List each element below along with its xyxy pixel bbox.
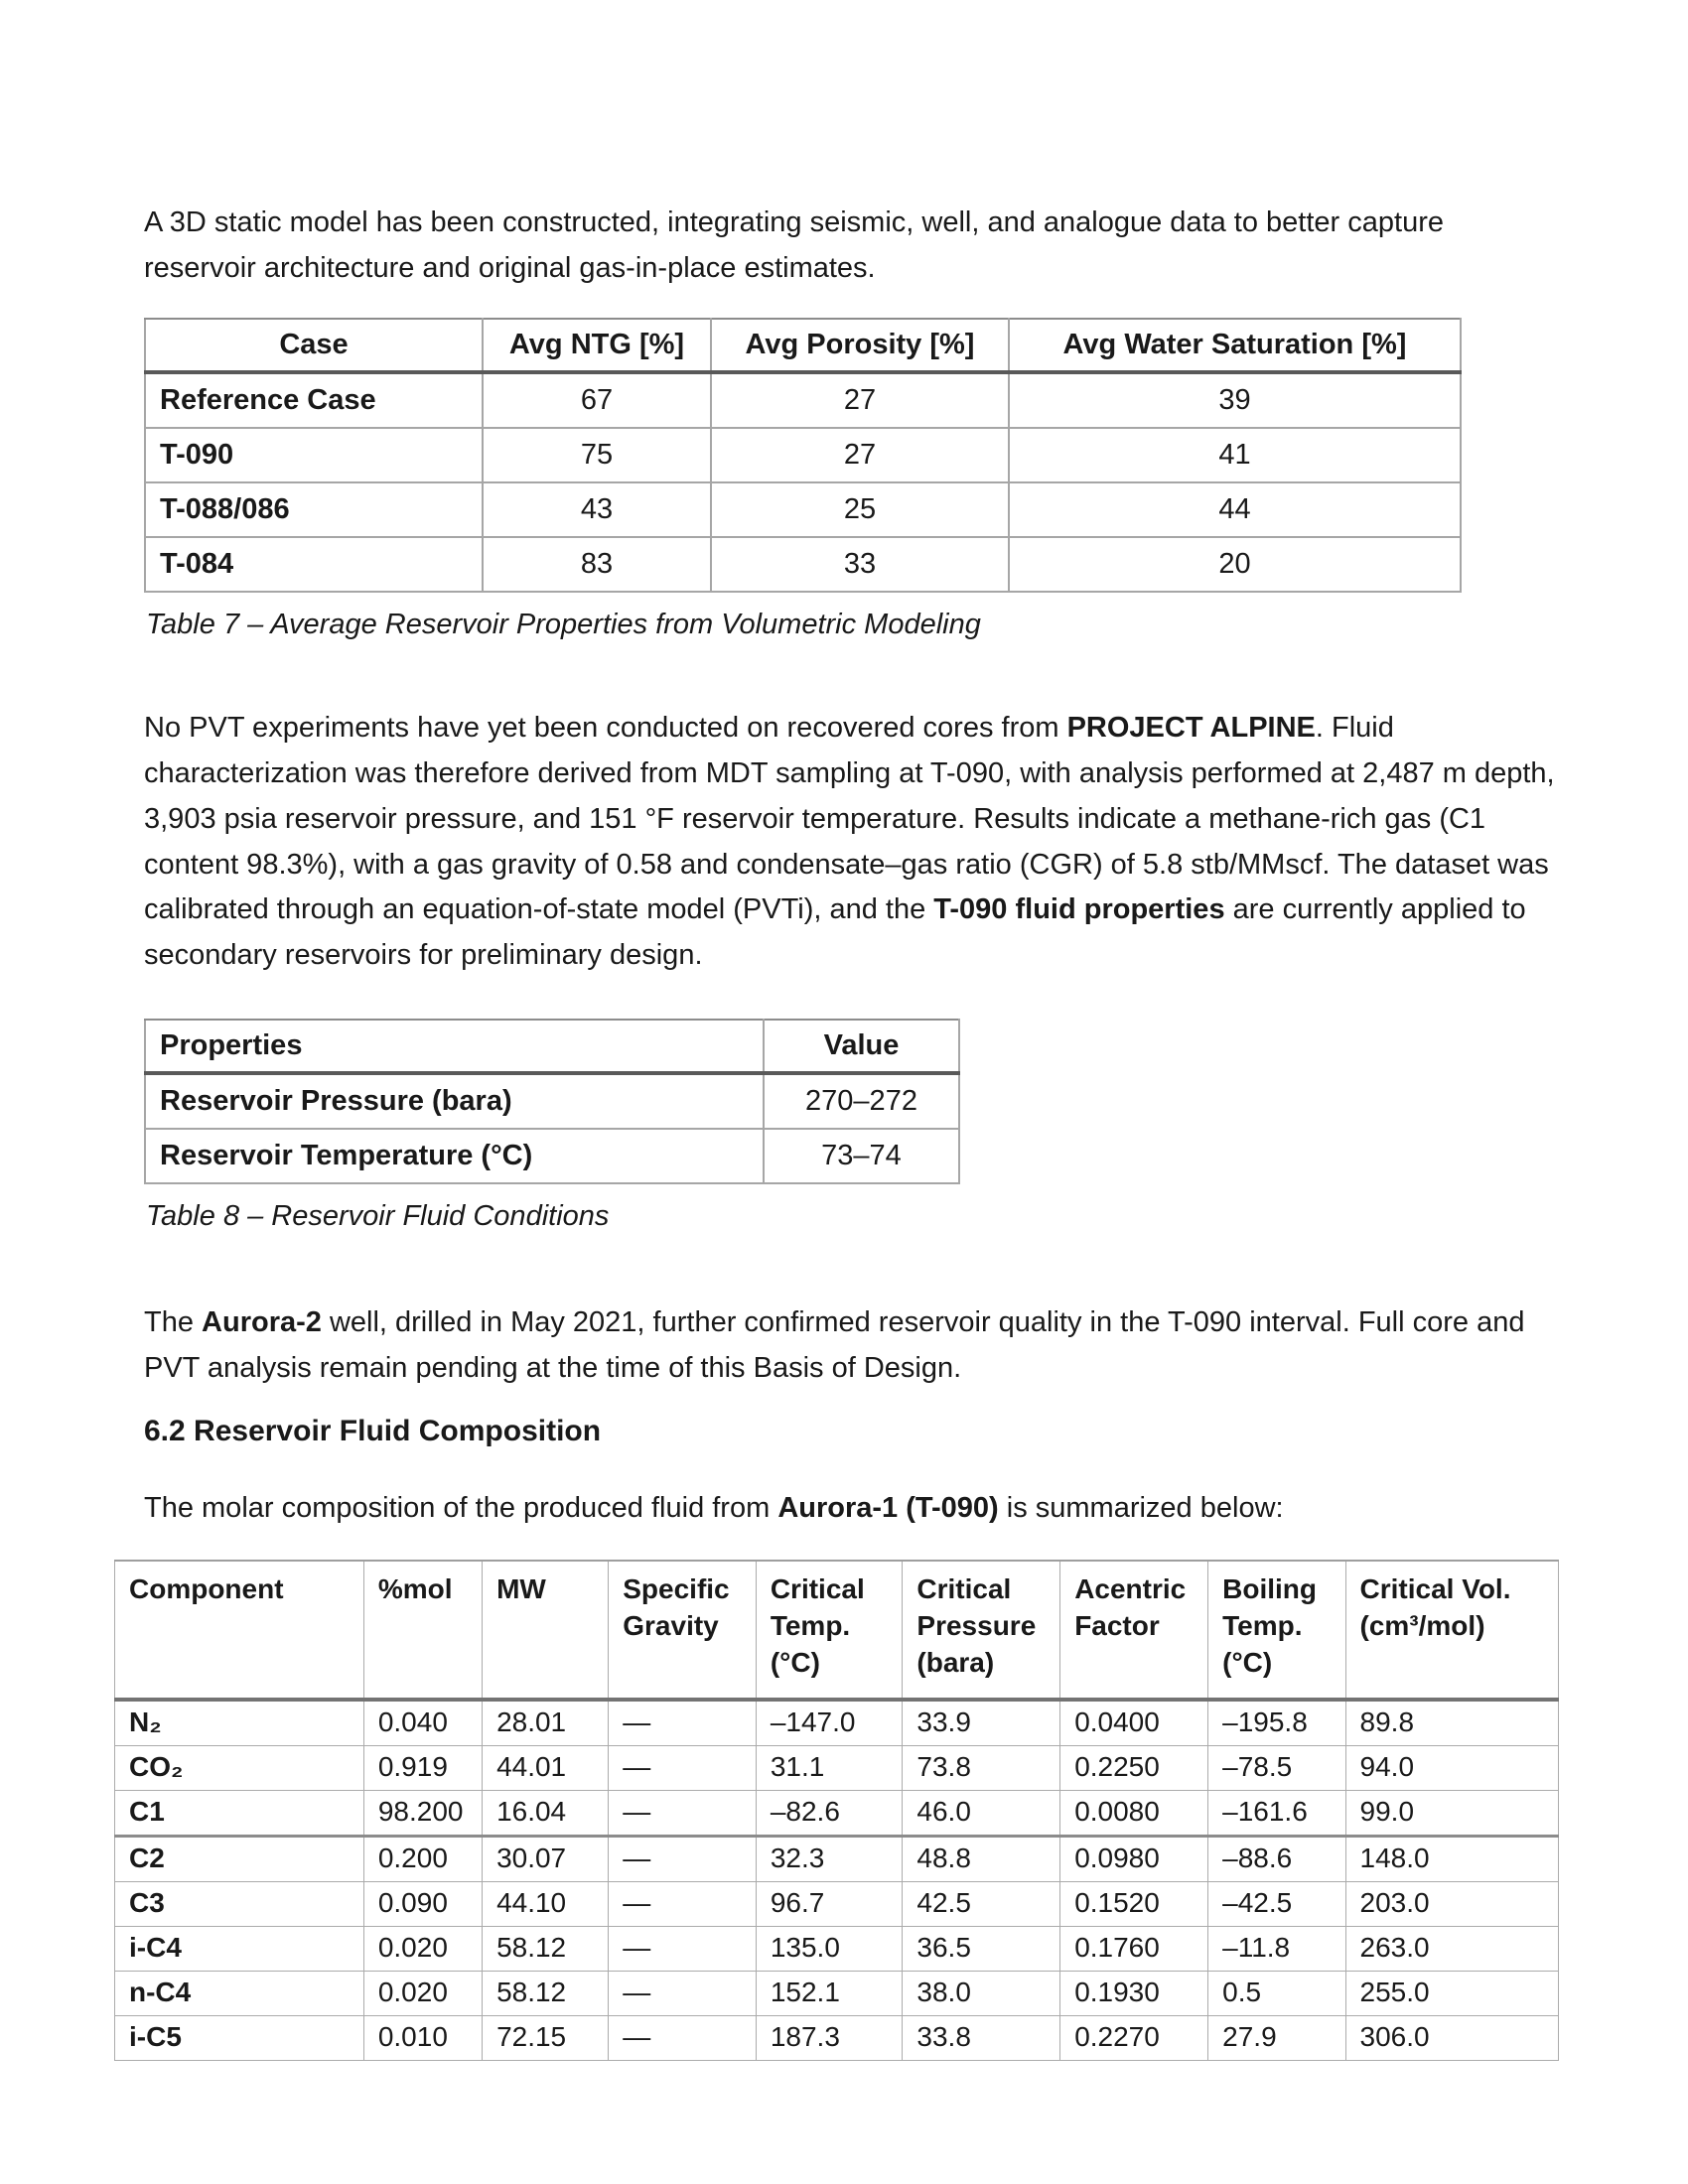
value-cell: 33 <box>711 537 1009 592</box>
value-cell: — <box>609 1881 757 1926</box>
value-cell: 0.919 <box>363 1745 482 1790</box>
value-cell: 0.1930 <box>1060 1971 1208 2015</box>
row-label-cell: N₂ <box>115 1700 364 1746</box>
value-cell: 0.0400 <box>1060 1700 1208 1746</box>
column-header-critical-vol: Critical Vol. (cm³/mol) <box>1345 1561 1558 1700</box>
value-cell: 0.010 <box>363 2015 482 2060</box>
section-heading-6-2: 6.2 Reservoir Fluid Composition <box>144 1415 602 1448</box>
value-cell: 0.2270 <box>1060 2015 1208 2060</box>
value-cell: 25 <box>711 482 1009 537</box>
value-cell: 0.1520 <box>1060 1881 1208 1926</box>
value-cell: 33.8 <box>903 2015 1060 2060</box>
value-cell: 0.1760 <box>1060 1926 1208 1971</box>
row-label-cell: i-C4 <box>115 1926 364 1971</box>
value-cell: 27 <box>711 372 1009 428</box>
text-segment: are currently applied to secondary reservoirs for preliminary design. <box>144 893 1526 972</box>
row-label-cell: n-C4 <box>115 1971 364 2015</box>
value-cell: 0.5 <box>1208 1971 1345 2015</box>
value-cell: — <box>609 1971 757 2015</box>
value-cell: 73.8 <box>903 1745 1060 1790</box>
value-cell: 27.9 <box>1208 2015 1345 2060</box>
value-cell: 28.01 <box>483 1700 609 1746</box>
table-row <box>145 428 1461 482</box>
value-cell: — <box>609 1745 757 1790</box>
table-row <box>115 1926 1559 1971</box>
value-cell: 99.0 <box>1345 1790 1558 1836</box>
table-row <box>115 1836 1559 1881</box>
text-segment: is summarized below: <box>998 1492 1284 1525</box>
value-cell: 72.15 <box>483 2015 609 2060</box>
row-label-cell: C2 <box>115 1836 364 1881</box>
value-cell: — <box>609 2015 757 2060</box>
value-cell: 58.12 <box>483 1971 609 2015</box>
table-row <box>115 1745 1559 1790</box>
value-cell: 67 <box>483 372 711 428</box>
text-segment: The <box>144 1305 203 1338</box>
value-cell: 44 <box>1009 482 1461 537</box>
paragraph-pvt-fluid <box>144 706 1559 979</box>
value-cell: 135.0 <box>756 1926 903 1971</box>
value-cell: 48.8 <box>903 1836 1060 1881</box>
table7-caption: Table 7 – Average Reservoir Properties from Volumetric Modeling <box>146 608 981 640</box>
column-header-component: Component <box>115 1561 364 1700</box>
value-cell: — <box>609 1926 757 1971</box>
table-volumetric-properties <box>144 318 1462 593</box>
table-row <box>145 537 1461 592</box>
table-row <box>145 372 1461 428</box>
value-cell: 0.200 <box>363 1836 482 1881</box>
row-label-cell: C3 <box>115 1881 364 1926</box>
value-cell: 270–272 <box>764 1073 959 1129</box>
value-cell: –88.6 <box>1208 1836 1345 1881</box>
column-header-water-saturation: Avg Water Saturation [%] <box>1009 319 1461 372</box>
value-cell: 73–74 <box>764 1129 959 1183</box>
row-label-cell: Reference Case <box>145 372 483 428</box>
paragraph-aurora2 <box>144 1300 1559 1392</box>
column-header-mol-percent: %mol <box>363 1561 482 1700</box>
row-label-cell: T-088/086 <box>145 482 483 537</box>
row-label-cell: i-C5 <box>115 2015 364 2060</box>
value-cell: –147.0 <box>756 1700 903 1746</box>
value-cell: 0.020 <box>363 1926 482 1971</box>
column-header-mw: MW <box>483 1561 609 1700</box>
value-cell: 27 <box>711 428 1009 482</box>
value-cell: 46.0 <box>903 1790 1060 1836</box>
value-cell: 96.7 <box>756 1881 903 1926</box>
emphasis-text: T-090 fluid properties <box>933 893 1225 926</box>
value-cell: 98.200 <box>363 1790 482 1836</box>
value-cell: 0.020 <box>363 1971 482 2015</box>
row-label-cell: Reservoir Temperature (°C) <box>145 1129 764 1183</box>
table8-caption: Table 8 – Reservoir Fluid Conditions <box>146 1200 610 1233</box>
column-header-critical-pressure: Critical Pressure (bara) <box>903 1561 1060 1700</box>
value-cell: 94.0 <box>1345 1745 1558 1790</box>
row-label-cell: Reservoir Pressure (bara) <box>145 1073 764 1129</box>
column-header-ntg: Avg NTG [%] <box>483 319 711 372</box>
column-header-porosity: Avg Porosity [%] <box>711 319 1009 372</box>
value-cell: 36.5 <box>903 1926 1060 1971</box>
value-cell: 0.0080 <box>1060 1790 1208 1836</box>
value-cell: 187.3 <box>756 2015 903 2060</box>
value-cell: 0.0980 <box>1060 1836 1208 1881</box>
value-cell: 83 <box>483 537 711 592</box>
value-cell: 58.12 <box>483 1926 609 1971</box>
value-cell: 16.04 <box>483 1790 609 1836</box>
table-row <box>115 2015 1559 2060</box>
column-header-critical-temp: Critical Temp. (°C) <box>756 1561 903 1700</box>
table-row <box>145 1073 959 1129</box>
value-cell: 20 <box>1009 537 1461 592</box>
row-label-cell: T-090 <box>145 428 483 482</box>
value-cell: 0.2250 <box>1060 1745 1208 1790</box>
value-cell: 38.0 <box>903 1971 1060 2015</box>
table-row <box>145 1129 959 1183</box>
value-cell: — <box>609 1790 757 1836</box>
value-cell: 203.0 <box>1345 1881 1558 1926</box>
value-cell: 41 <box>1009 428 1461 482</box>
value-cell: 306.0 <box>1345 2015 1558 2060</box>
value-cell: — <box>609 1700 757 1746</box>
value-cell: 0.090 <box>363 1881 482 1926</box>
table-row <box>115 1700 1559 1746</box>
emphasis-text: PROJECT ALPINE <box>1066 712 1316 745</box>
value-cell: 39 <box>1009 372 1461 428</box>
text-segment: A 3D static model has been constructed, integrating seismic, well, and analogue data to better capture reservoir architecture and original gas-in-place estimates. <box>144 206 1444 284</box>
value-cell: –11.8 <box>1208 1926 1345 1971</box>
value-cell: 152.1 <box>756 1971 903 2015</box>
value-cell: 75 <box>483 428 711 482</box>
column-header-case: Case <box>145 319 483 372</box>
row-label-cell: C1 <box>115 1790 364 1836</box>
column-header-specific-gravity: Specific Gravity <box>609 1561 757 1700</box>
value-cell: –161.6 <box>1208 1790 1345 1836</box>
value-cell: –195.8 <box>1208 1700 1345 1746</box>
paragraph-static-model <box>144 201 1559 292</box>
value-cell: 148.0 <box>1345 1836 1558 1881</box>
paragraph-molar-composition <box>144 1486 1559 1532</box>
value-cell: –42.5 <box>1208 1881 1345 1926</box>
table-row <box>115 1881 1559 1926</box>
emphasis-text: Aurora-2 <box>202 1305 322 1338</box>
table-fluid-conditions <box>144 1019 960 1184</box>
value-cell: –78.5 <box>1208 1745 1345 1790</box>
value-cell: 31.1 <box>756 1745 903 1790</box>
table-row <box>145 482 1461 537</box>
column-header-acentric-factor: Acentric Factor <box>1060 1561 1208 1700</box>
row-label-cell: CO₂ <box>115 1745 364 1790</box>
table-header-row <box>145 1020 959 1073</box>
value-cell: 263.0 <box>1345 1926 1558 1971</box>
value-cell: –82.6 <box>756 1790 903 1836</box>
value-cell: 32.3 <box>756 1836 903 1881</box>
value-cell: 0.040 <box>363 1700 482 1746</box>
row-label-cell: T-084 <box>145 537 483 592</box>
value-cell: 255.0 <box>1345 1971 1558 2015</box>
emphasis-text: Aurora-1 (T-090) <box>777 1492 999 1525</box>
column-header-boiling-temp: Boiling Temp. (°C) <box>1208 1561 1345 1700</box>
column-header-properties: Properties <box>145 1020 764 1073</box>
value-cell: 43 <box>483 482 711 537</box>
value-cell: — <box>609 1836 757 1881</box>
table-fluid-composition <box>114 1560 1559 2061</box>
table-row <box>115 1790 1559 1836</box>
value-cell: 44.01 <box>483 1745 609 1790</box>
value-cell: 30.07 <box>483 1836 609 1881</box>
value-cell: 44.10 <box>483 1881 609 1926</box>
table-header-row <box>145 319 1461 372</box>
table-header-row <box>115 1561 1559 1700</box>
text-segment: . Fluid characterization was therefore derived from MDT sampling at T-090, with analysis performed at 2,487 m depth, 3,903 psia reservoir pressure, and 151 °F reservoir temperature. Results indicate a methane-rich gas (C1 content 98.3%), with a gas gravity of 0.58 and condensate–gas ratio (CGR) of 5.8 stb/MMscf. The dataset was calibrated through an equation-of-state model (PVTi), and the <box>144 712 1555 926</box>
value-cell: 33.9 <box>903 1700 1060 1746</box>
column-header-value: Value <box>764 1020 959 1073</box>
value-cell: 89.8 <box>1345 1700 1558 1746</box>
text-segment: The molar composition of the produced fluid from <box>144 1492 778 1525</box>
table-row <box>115 1971 1559 2015</box>
text-segment: No PVT experiments have yet been conducted on recovered cores from <box>144 712 1067 745</box>
text-segment: well, drilled in May 2021, further confirmed reservoir quality in the T-090 interval. Full core and PVT analysis remain pending at the time of this Basis of Design. <box>144 1305 1525 1384</box>
value-cell: 42.5 <box>903 1881 1060 1926</box>
